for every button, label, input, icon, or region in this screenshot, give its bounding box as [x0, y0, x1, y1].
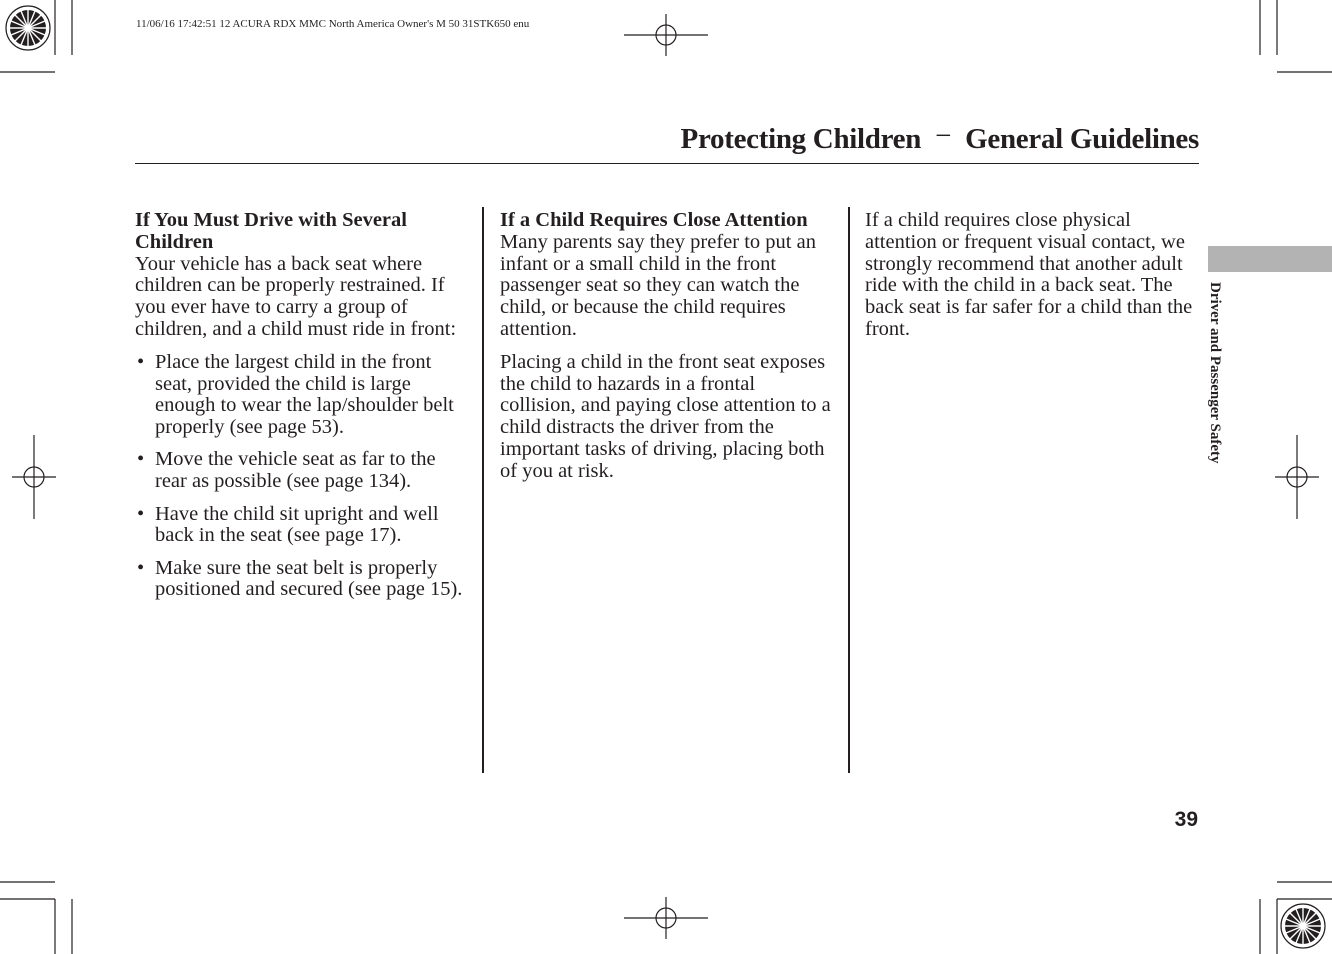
heading-close-attention: If a Child Requires Close Attention: [500, 209, 808, 231]
guideline-list: [135, 352, 470, 601]
title-section: Protecting Children: [680, 123, 922, 155]
bullet-icon: •: [137, 556, 145, 579]
bullet-icon: •: [137, 448, 145, 471]
page-number: 39: [1174, 808, 1198, 831]
list-item-text: Make sure the seat belt is properly positioned and secured (see page 15).: [155, 556, 463, 601]
list-item-text: Move the vehicle seat as far to the rear as possible (see page 134).: [155, 448, 436, 493]
list-item-text: Have the child sit upright and well back in the seat (see page 17).: [155, 502, 439, 547]
list-item-text: Place the largest child in the front seat, provided the child is large enough to wear the lap/shoulder belt properly (see page 53).: [155, 350, 454, 439]
heading-several-children: If You Must Drive with Several Children: [135, 209, 407, 253]
list-item: [135, 449, 470, 493]
page-title: [680, 120, 1199, 156]
list-item: [135, 558, 470, 602]
column-2: [500, 210, 835, 494]
paragraph: Placing a child in the front seat exposes the child to hazards in a frontal collision, and paying close attention to a child distracts the driver from the important tasks of driving, placing both of you at risk.: [500, 350, 831, 482]
paragraph: Many parents say they prefer to put an infant or a small child in the front passenger seat so they can watch the child, or because the child requires attention.: [500, 230, 816, 340]
section-tab: [1208, 246, 1332, 272]
print-info: 11/06/16 17:42:51 12 ACURA RDX MMC North America Owner's M 50 31STK650 enu: [136, 18, 530, 30]
intro-paragraph: Your vehicle has a back seat where children can be properly restrained. If you ever have to carry a group of children, and a child must ride in front:: [135, 252, 457, 340]
bullet-icon: •: [137, 350, 145, 373]
list-item: [135, 352, 470, 439]
title-dash: −: [935, 120, 952, 152]
bullet-icon: •: [137, 502, 145, 525]
section-tab-label: [1196, 282, 1236, 522]
column-divider: [482, 207, 484, 773]
list-item: [135, 504, 470, 548]
header-rule: [135, 163, 1199, 164]
column-divider: [848, 207, 850, 773]
section-tab-text: Driver and Passenger Safety: [1207, 282, 1223, 464]
title-topic: General Guidelines: [965, 123, 1199, 155]
column-3: [865, 210, 1200, 352]
paragraph: If a child requires close physical attention or frequent visual contact, we strongly recommend that another adult ride with the child in a back seat. The back seat is far safer for a child than the front.: [865, 209, 1193, 340]
column-1: [135, 210, 470, 612]
